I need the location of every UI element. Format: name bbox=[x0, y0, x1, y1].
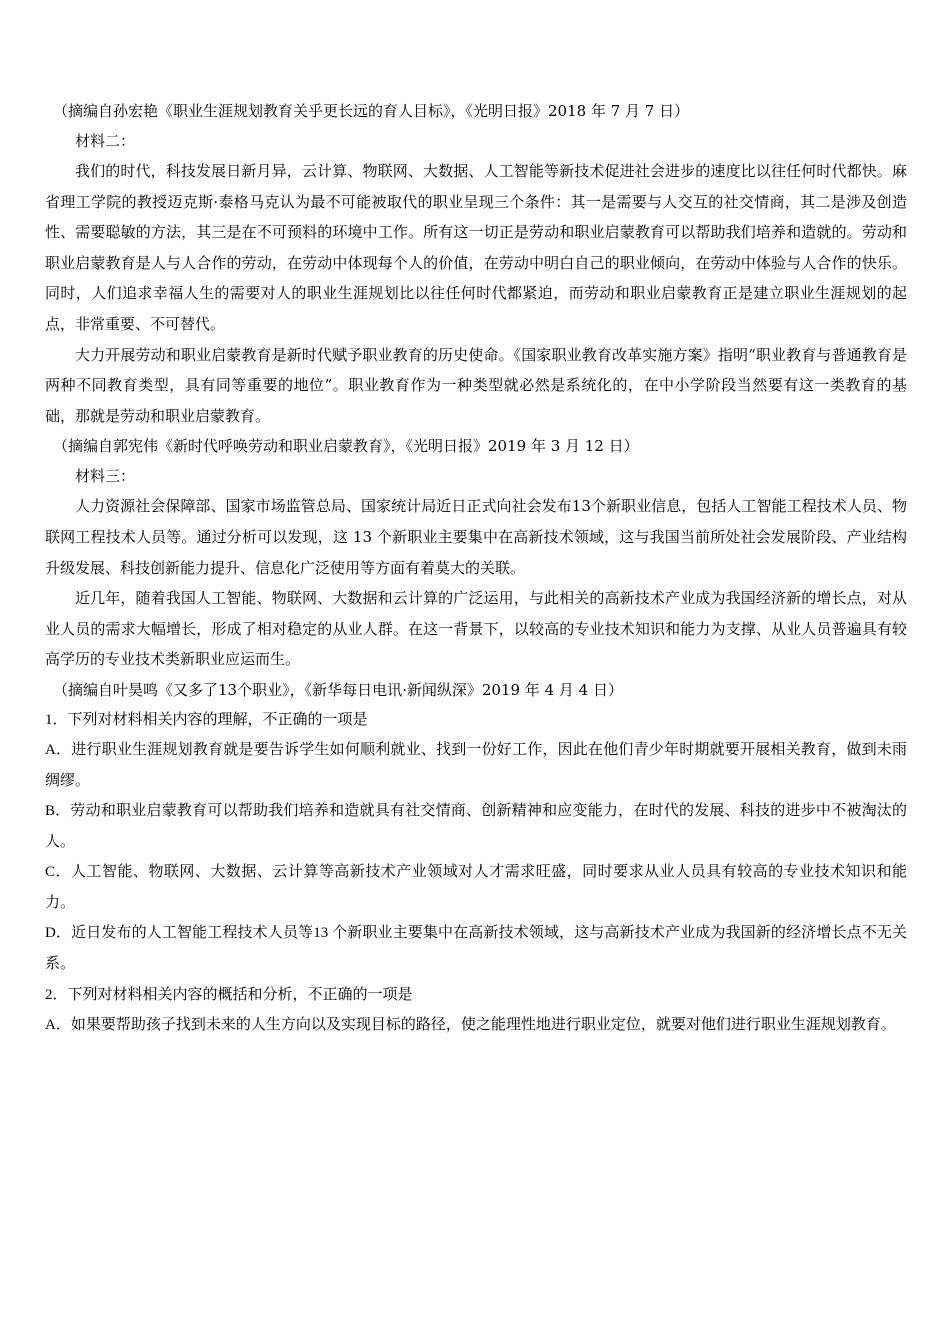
question1-stem: 1．下列对材料相关内容的理解，不正确的一项是 bbox=[45, 711, 368, 728]
question2-stem: 2．下列对材料相关内容的概括和分析，不正确的一项是 bbox=[45, 986, 413, 1003]
material3-paragraph-2: 近几年，随着我国人工智能、物联网、大数据和云计算的广泛运用，与此相关的高新技术产业成为我国经济新的增长点，对从业人员的需求大幅增长，形成了相对稳定的从业人群。在这一背景下，以较高的专业技术知识和能力为支撑、从业人员普遍具有较高学历的专业技术类新职业应运而生。 bbox=[45, 589, 907, 669]
material3-paragraph-1: 人力资源社会保障部、国家市场监管总局、国家统计局近日正式向社会发布13个新职业信息，包括人工智能工程技术人员、物联网工程技术人员等。通过分析可以发现，这 13 个新职业主要集中在高新技术领域，这与我国当前所处社会发展阶段、产业结构升级发展、科技创新能力提升、信息化广泛使用等方面有着莫大的关联。 bbox=[45, 497, 907, 577]
material2-paragraph-1: 我们的时代，科技发展日新月异，云计算、物联网、大数据、人工智能等新技术促进社会进步的速度比以往任何时代都快。麻省理工学院的教授迈克斯·泰格马克认为最不可能被取代的职业呈现三个条件：其一是需要与人交互的社交情商，其二是涉及创造性、需要聪敏的方法，其三是在不可预料的环境中工作。所有这一切正是劳动和职业启蒙教育可以帮助我们培养和造就的。劳动和职业启蒙教育是人与人合作的劳动，在劳动中体现每个人的价值，在劳动中明白自己的职业倾向，在劳动中体验与人合作的快乐。同时，人们追求幸福人生的需要对人的职业生涯规划比以往任何时代都紧迫，而劳动和职业启蒙教育正是建立职业生涯规划的起点，非常重要、不可替代。 bbox=[45, 162, 907, 333]
question1-option-b: B．劳动和职业启蒙教育可以帮助我们培养和造就具有社交情商、创新精神和应变能力，在时代的发展、科技的进步中不被淘汰的人。 bbox=[45, 803, 907, 850]
question1-option-d: D．近日发布的人工智能工程技术人员等13 个新职业主要集中在高新技术领域，这与高新技术产业成为我国新的经济增长点不无关系。 bbox=[45, 925, 907, 973]
material1-source: （摘编自孙宏艳《职业生涯规划教育关乎更长远的育人目标》，《光明日报》2018 年 7 月 7 日） bbox=[53, 102, 690, 120]
document-page bbox=[45, 96, 907, 1040]
question2-option-a: A．如果要帮助孩子找到未来的人生方向以及实现目标的路径，使之能理性地进行职业定位，就要对他们进行职业生涯规划教育。 bbox=[45, 1016, 896, 1033]
question1-option-c: C．人工智能、物联网、大数据、云计算等高新技术产业领域对人才需求旺盛，同时要求从业人员具有较高的专业技术知识和能力。 bbox=[45, 864, 907, 911]
material2-heading: 材料二： bbox=[75, 132, 136, 150]
material3-source: （摘编自叶昊鸣《又多了13个职业》，《新华每日电讯·新闻纵深》2019 年 4 月 4 日） bbox=[53, 680, 623, 699]
material2-paragraph-2: 大力开展劳动和职业启蒙教育是新时代赋予职业教育的历史使命。《国家职业教育改革实施方案》指明“职业教育与普通教育是两种不同教育类型，具有同等重要的地位”。职业教育作为一种类型就必然是系统化的，在中小学阶段当然要有这一类教育的基础，那就是劳动和职业启蒙教育。 bbox=[45, 345, 907, 425]
question1-option-a: A．进行职业生涯规划教育就是要告诉学生如何顺利就业、找到一份好工作，因此在他们青少年时期就要开展相关教育，做到未雨绸缪。 bbox=[45, 741, 907, 789]
material2-source: （摘编自郭宪伟《新时代呼唤劳动和职业启蒙教育》，《光明日报》2019 年 3 月 12 日） bbox=[53, 437, 639, 456]
material3-heading: 材料三： bbox=[75, 467, 136, 486]
